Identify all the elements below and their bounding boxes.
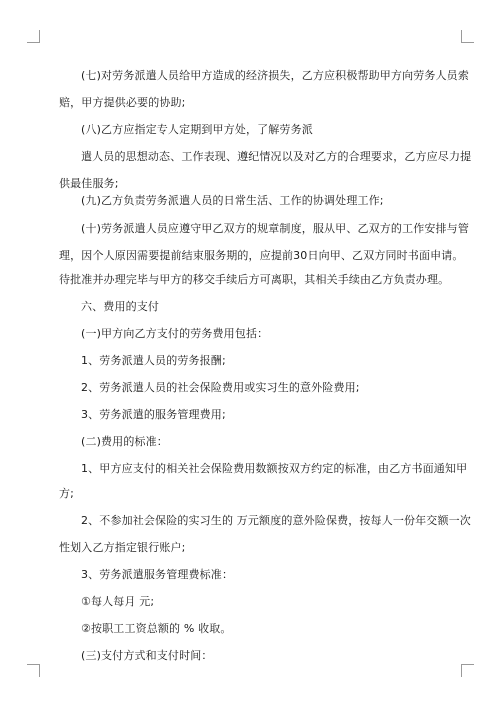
crop-mark-top-right [461,30,474,43]
list-item: 1、劳务派遣人员的劳务报酬; [81,354,226,367]
list-item: 1、甲方应支付的相关社会保险费用数额按双方约定的标准，由乙方书面通知甲 [81,462,468,475]
paragraph-line: 待批准并办理完毕与甲方的移交手续后方可离职，其相关手续由乙方负责办理。 [59,273,450,286]
section-heading: 六、费用的支付 [81,300,160,313]
paragraph-line: (八)乙方应指定专人定期到甲方处，了解劳务派 [81,123,313,136]
paragraph-line: (一)甲方向乙方支付的劳务费用包括： [81,327,269,340]
paragraph-line: (七)对劳务派遣人员给甲方造成的经济损失，乙方应积极帮助甲方向劳务人员索 [81,69,469,82]
list-item: ②按职工工资总额的 % 收取。 [81,622,232,635]
paragraph-line: 理，因个人原因需要提前结束服务期的，应提前30日向甲、乙双方同时书面申请。 [59,249,464,262]
list-item: 2、劳务派遣人员的社会保险费用或实习生的意外险费用; [81,381,360,394]
list-item: 2、不参加社会保险的实习生的 万元额度的意外险保费，按每人一份年交额一次 [81,514,471,527]
list-item: ①每人每月 元; [81,595,155,608]
paragraph-line: 方; [59,487,75,500]
paragraph-line: (二)费用的标准： [81,435,168,448]
paragraph-line: 赔，甲方提供必要的协助; [59,96,186,109]
crop-mark-top-left [27,30,40,43]
crop-mark-bottom-left [27,664,40,677]
paragraph-line: 遣人员的思想动态、工作表现、遵纪情况以及对乙方的合理要求，乙方应尽力提 [81,150,472,163]
crop-mark-bottom-right [461,664,474,677]
paragraph-line: 供最佳服务; [59,177,119,190]
paragraph-line: (十)劳务派遣人员应遵守甲乙双方的规章制度，服从甲、乙双方的工作安排与管 [81,222,469,235]
paragraph-line: (九)乙方负责劳务派遣人员的日常生活、工作的协调处理工作; [81,194,384,207]
list-item: 3、劳务派遣服务管理费标准： [81,568,234,581]
list-item: 3、劳务派遣的服务管理费用; [81,408,226,421]
paragraph-line: 性划入乙方指定银行账户; [59,541,186,554]
paragraph-line: (三)支付方式和支付时间： [81,649,213,662]
